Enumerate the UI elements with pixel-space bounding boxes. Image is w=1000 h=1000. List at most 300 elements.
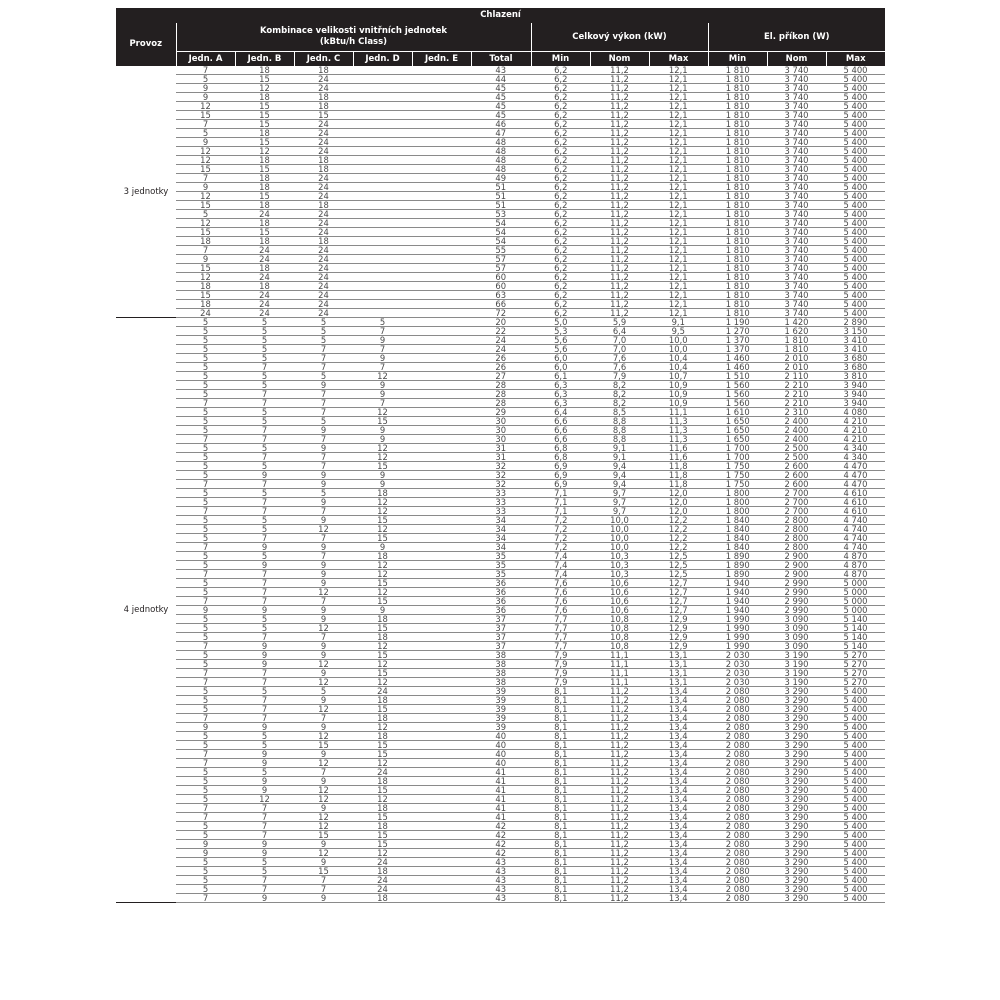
table-cell: 12,5 [649,570,708,579]
table-cell: 5 400 [826,804,885,813]
table-cell: 46 [471,120,531,129]
table-cell: 2 900 [767,552,826,561]
table-cell: 31 [471,444,531,453]
table-cell [353,156,412,165]
table-cell: 10,0 [649,336,708,345]
table-cell [412,444,471,453]
table-cell: 3 090 [767,615,826,624]
table-body [116,66,885,903]
table-cell [412,786,471,795]
combination-header [176,23,531,52]
table-cell [412,192,471,201]
table-cell: 7 [235,696,294,705]
table-cell: 18 [294,165,353,174]
table-cell: 1 810 [708,264,767,273]
table-cell: 33 [471,498,531,507]
table-cell [353,192,412,201]
table-cell: 18 [353,552,412,561]
table-cell: 5 400 [826,237,885,246]
table-cell: 8,1 [531,723,590,732]
table-cell: 12,1 [649,84,708,93]
table-cell: 12,1 [649,210,708,219]
table-cell: 45 [471,93,531,102]
table-cell: 2 080 [708,768,767,777]
table-cell: 3 740 [767,93,826,102]
table-row [116,201,885,210]
table-row [116,273,885,282]
table-row [116,669,885,678]
table-cell: 24 [353,858,412,867]
table-cell: 24 [294,291,353,300]
table-cell: 3 190 [767,669,826,678]
table-cell: 7 [235,633,294,642]
table-cell: 6,9 [531,480,590,489]
table-cell: 8,1 [531,867,590,876]
table-cell: 11,2 [590,255,649,264]
table-cell: 13,4 [649,858,708,867]
table-cell: 24 [294,174,353,183]
table-cell: 5 400 [826,822,885,831]
table-cell: 12,9 [649,633,708,642]
table-cell [412,696,471,705]
table-cell: 18 [235,264,294,273]
table-cell: 11,2 [590,210,649,219]
table-cell: 5 400 [826,192,885,201]
table-cell: 9 [294,750,353,759]
table-cell: 12 [294,786,353,795]
table-cell: 2 900 [767,561,826,570]
table-row [116,336,885,345]
table-cell [412,354,471,363]
table-row [116,453,885,462]
table-cell: 6,2 [531,75,590,84]
table-cell: 7,9 [531,651,590,660]
table-cell: 15 [353,624,412,633]
table-cell [412,759,471,768]
table-cell: 5 400 [826,840,885,849]
table-cell: 3 740 [767,201,826,210]
table-row [116,543,885,552]
table-cell [353,138,412,147]
table-row [116,408,885,417]
table-cell: 11,3 [649,426,708,435]
table-cell: 51 [471,192,531,201]
table-cell [412,840,471,849]
table-cell: 13,4 [649,876,708,885]
table-cell: 2 990 [767,606,826,615]
table-cell: 5 [176,660,235,669]
table-cell [353,282,412,291]
table-cell [412,435,471,444]
table-row [116,624,885,633]
table-cell: 18 [353,777,412,786]
table-cell: 1 810 [708,300,767,309]
table-cell: 9,5 [649,327,708,336]
table-cell: 4 470 [826,471,885,480]
table-cell: 12 [294,705,353,714]
table-cell: 8,1 [531,822,590,831]
table-cell: 30 [471,435,531,444]
table-cell: 4 210 [826,426,885,435]
table-cell: 5 270 [826,678,885,687]
table-cell: 15 [353,786,412,795]
table-cell: 12,1 [649,246,708,255]
table-cell: 3 740 [767,192,826,201]
table-cell: 12,1 [649,237,708,246]
table-cell: 12,1 [649,309,708,318]
table-cell: 2 310 [767,408,826,417]
table-cell: 1 810 [708,102,767,111]
col-header: Total [471,52,531,67]
table-cell: 32 [471,462,531,471]
table-cell: 11,2 [590,723,649,732]
table-cell: 66 [471,300,531,309]
table-cell: 11,1 [590,651,649,660]
table-cell: 2 030 [708,660,767,669]
table-cell: 5 400 [826,876,885,885]
table-cell: 15 [176,201,235,210]
table-row [116,894,885,903]
table-cell: 5 400 [826,750,885,759]
table-cell: 2 080 [708,732,767,741]
table-cell: 48 [471,147,531,156]
table-cell: 3 740 [767,219,826,228]
table-row [116,507,885,516]
table-cell [412,264,471,273]
table-cell: 32 [471,480,531,489]
table-cell: 13,4 [649,885,708,894]
table-row [116,678,885,687]
table-cell [412,255,471,264]
table-cell: 11,2 [590,282,649,291]
table-cell: 5 [235,615,294,624]
table-cell [412,372,471,381]
table-cell: 7 [353,327,412,336]
table-cell: 34 [471,525,531,534]
table-cell: 39 [471,723,531,732]
table-cell: 5 400 [826,102,885,111]
table-cell: 7 [294,462,353,471]
table-cell [353,66,412,75]
table-cell: 11,2 [590,696,649,705]
table-row [116,228,885,237]
table-cell: 1 940 [708,579,767,588]
table-cell: 11,2 [590,759,649,768]
table-cell: 9,7 [590,489,649,498]
table-cell: 9 [353,381,412,390]
table-cell: 41 [471,768,531,777]
table-cell: 7 [235,534,294,543]
table-cell: 11,2 [590,264,649,273]
table-cell: 12 [353,570,412,579]
table-cell [412,165,471,174]
table-cell [412,147,471,156]
table-cell: 12,5 [649,561,708,570]
table-cell: 3 190 [767,678,826,687]
table-cell: 1 810 [708,66,767,75]
table-cell: 1 810 [708,120,767,129]
table-cell: 7 [235,876,294,885]
table-cell [353,165,412,174]
table-cell: 8,5 [590,408,649,417]
table-cell: 2 800 [767,534,826,543]
table-cell: 6,6 [531,435,590,444]
table-cell: 3 740 [767,75,826,84]
table-cell [412,885,471,894]
table-cell [412,111,471,120]
table-cell: 7 [235,669,294,678]
table-cell: 7 [235,363,294,372]
table-row [116,390,885,399]
table-cell: 33 [471,489,531,498]
table-cell: 48 [471,156,531,165]
table-cell: 3 190 [767,660,826,669]
table-cell: 18 [176,300,235,309]
table-cell: 5 400 [826,93,885,102]
table-cell: 5 [235,345,294,354]
table-cell: 6,4 [590,327,649,336]
table-cell: 3 940 [826,390,885,399]
table-cell: 3 410 [826,336,885,345]
table-cell: 5 [176,588,235,597]
table-cell: 9,1 [590,444,649,453]
table-cell: 12 [353,795,412,804]
table-cell: 7 [235,705,294,714]
table-cell [353,84,412,93]
table-cell: 3 740 [767,183,826,192]
table-cell: 7 [294,453,353,462]
table-cell: 2 400 [767,426,826,435]
table-cell: 8,1 [531,858,590,867]
table-cell: 3 740 [767,273,826,282]
table-cell: 7,4 [531,552,590,561]
table-cell: 3 090 [767,642,826,651]
table-cell: 12,2 [649,534,708,543]
table-cell: 15 [353,597,412,606]
table-cell: 18 [294,93,353,102]
table-cell: 10,3 [590,570,649,579]
table-cell: 7 [176,759,235,768]
table-cell: 9 [294,642,353,651]
table-cell [412,84,471,93]
table-cell: 15 [353,840,412,849]
table-cell: 45 [471,111,531,120]
table-cell: 12 [176,102,235,111]
table-cell: 9 [294,858,353,867]
table-row [116,498,885,507]
table-cell: 1 810 [708,129,767,138]
table-cell: 42 [471,831,531,840]
table-cell: 11,2 [590,156,649,165]
table-cell [412,750,471,759]
table-cell: 2 080 [708,858,767,867]
table-cell: 1 810 [708,156,767,165]
table-row [116,768,885,777]
table-row [116,570,885,579]
table-cell: 7 [235,831,294,840]
table-cell: 12,2 [649,525,708,534]
table-cell: 5 [235,444,294,453]
table-cell: 4 870 [826,570,885,579]
table-cell: 44 [471,75,531,84]
table-cell: 13,4 [649,768,708,777]
table-cell: 6,2 [531,66,590,75]
table-cell: 2 080 [708,687,767,696]
table-cell: 10,9 [649,399,708,408]
table-cell: 54 [471,237,531,246]
table-cell: 6,8 [531,444,590,453]
table-cell: 34 [471,534,531,543]
table-cell: 6,2 [531,300,590,309]
table-cell: 1 700 [708,453,767,462]
table-cell [412,129,471,138]
table-cell: 6,3 [531,381,590,390]
table-cell: 9,1 [649,318,708,327]
table-cell: 1 810 [708,75,767,84]
table-cell: 1 990 [708,615,767,624]
table-cell: 5 [176,516,235,525]
table-cell: 12 [294,732,353,741]
table-cell: 18 [235,183,294,192]
table-cell: 1 650 [708,435,767,444]
table-cell [353,93,412,102]
table-cell: 43 [471,867,531,876]
table-cell: 1 800 [708,498,767,507]
table-cell [412,678,471,687]
table-cell [412,552,471,561]
table-cell: 9 [353,354,412,363]
table-row [116,363,885,372]
table-cell: 15 [176,264,235,273]
table-row [116,183,885,192]
table-cell: 11,1 [590,678,649,687]
table-cell [412,237,471,246]
table-row [116,318,885,327]
table-cell: 3 940 [826,399,885,408]
table-row [116,174,885,183]
table-cell: 3 740 [767,255,826,264]
table-cell: 24 [294,228,353,237]
table-cell: 24 [235,309,294,318]
table-cell: 6,9 [531,462,590,471]
table-cell: 9 [353,471,412,480]
table-cell: 3 290 [767,894,826,903]
table-cell: 3 740 [767,264,826,273]
table-cell: 12,9 [649,642,708,651]
table-cell: 8,1 [531,750,590,759]
table-cell: 9 [353,606,412,615]
table-cell: 12,7 [649,606,708,615]
table-cell: 13,1 [649,651,708,660]
table-cell: 43 [471,66,531,75]
table-cell: 9 [294,651,353,660]
table-cell: 5 [176,876,235,885]
table-cell: 5 400 [826,147,885,156]
table-cell [412,426,471,435]
table-cell: 24 [294,246,353,255]
table-cell: 5 400 [826,687,885,696]
table-cell: 2 080 [708,867,767,876]
table-cell: 5 [176,786,235,795]
table-cell: 3 740 [767,156,826,165]
table-cell: 6,2 [531,84,590,93]
table-cell: 12 [294,588,353,597]
table-cell: 5 [176,858,235,867]
table-cell: 40 [471,759,531,768]
table-cell: 3 740 [767,102,826,111]
table-cell: 1 810 [708,246,767,255]
table-cell: 1 750 [708,462,767,471]
table-cell: 5 [294,327,353,336]
table-cell: 41 [471,795,531,804]
table-cell: 7 [235,480,294,489]
table-cell: 3 740 [767,120,826,129]
table-cell: 10,8 [590,624,649,633]
table-cell: 7,1 [531,498,590,507]
table-cell: 5,3 [531,327,590,336]
table-cell: 5 400 [826,264,885,273]
table-cell: 5 [176,462,235,471]
table-cell: 12,1 [649,219,708,228]
table-cell: 3 290 [767,750,826,759]
table-cell: 11,2 [590,165,649,174]
table-cell: 8,8 [590,435,649,444]
table-row [116,696,885,705]
table-cell: 15 [176,228,235,237]
table-cell: 15 [353,750,412,759]
table-cell: 15 [294,741,353,750]
table-cell: 2 080 [708,750,767,759]
table-cell: 11,2 [590,822,649,831]
table-cell: 24 [235,273,294,282]
table-cell: 5 140 [826,642,885,651]
table-cell: 1 610 [708,408,767,417]
table-cell: 5 [176,372,235,381]
table-cell: 11,2 [590,300,649,309]
table-cell: 1 990 [708,624,767,633]
table-cell: 9 [176,723,235,732]
table-cell [412,309,471,318]
table-cell: 13,4 [649,894,708,903]
table-cell: 7 [235,426,294,435]
table-row [116,291,885,300]
table-cell: 6,2 [531,210,590,219]
table-cell: 8,1 [531,804,590,813]
table-cell: 5 000 [826,597,885,606]
table-cell: 11,2 [590,129,649,138]
table-cell: 7,6 [590,363,649,372]
col-header: Jedn. D [353,52,412,67]
table-cell: 18 [235,93,294,102]
table-cell: 12,0 [649,498,708,507]
table-cell: 1 840 [708,525,767,534]
table-cell: 2 080 [708,705,767,714]
table-cell: 15 [294,831,353,840]
table-cell: 3 740 [767,246,826,255]
table-cell: 42 [471,840,531,849]
table-row [116,804,885,813]
table-cell: 8,1 [531,840,590,849]
table-cell: 3 290 [767,714,826,723]
table-cell: 39 [471,687,531,696]
table-cell: 15 [353,831,412,840]
table-cell: 9 [353,543,412,552]
table-cell: 5 000 [826,588,885,597]
table-cell: 3 290 [767,777,826,786]
table-cell: 11,2 [590,273,649,282]
table-cell: 6,1 [531,372,590,381]
table-cell: 5 [176,390,235,399]
